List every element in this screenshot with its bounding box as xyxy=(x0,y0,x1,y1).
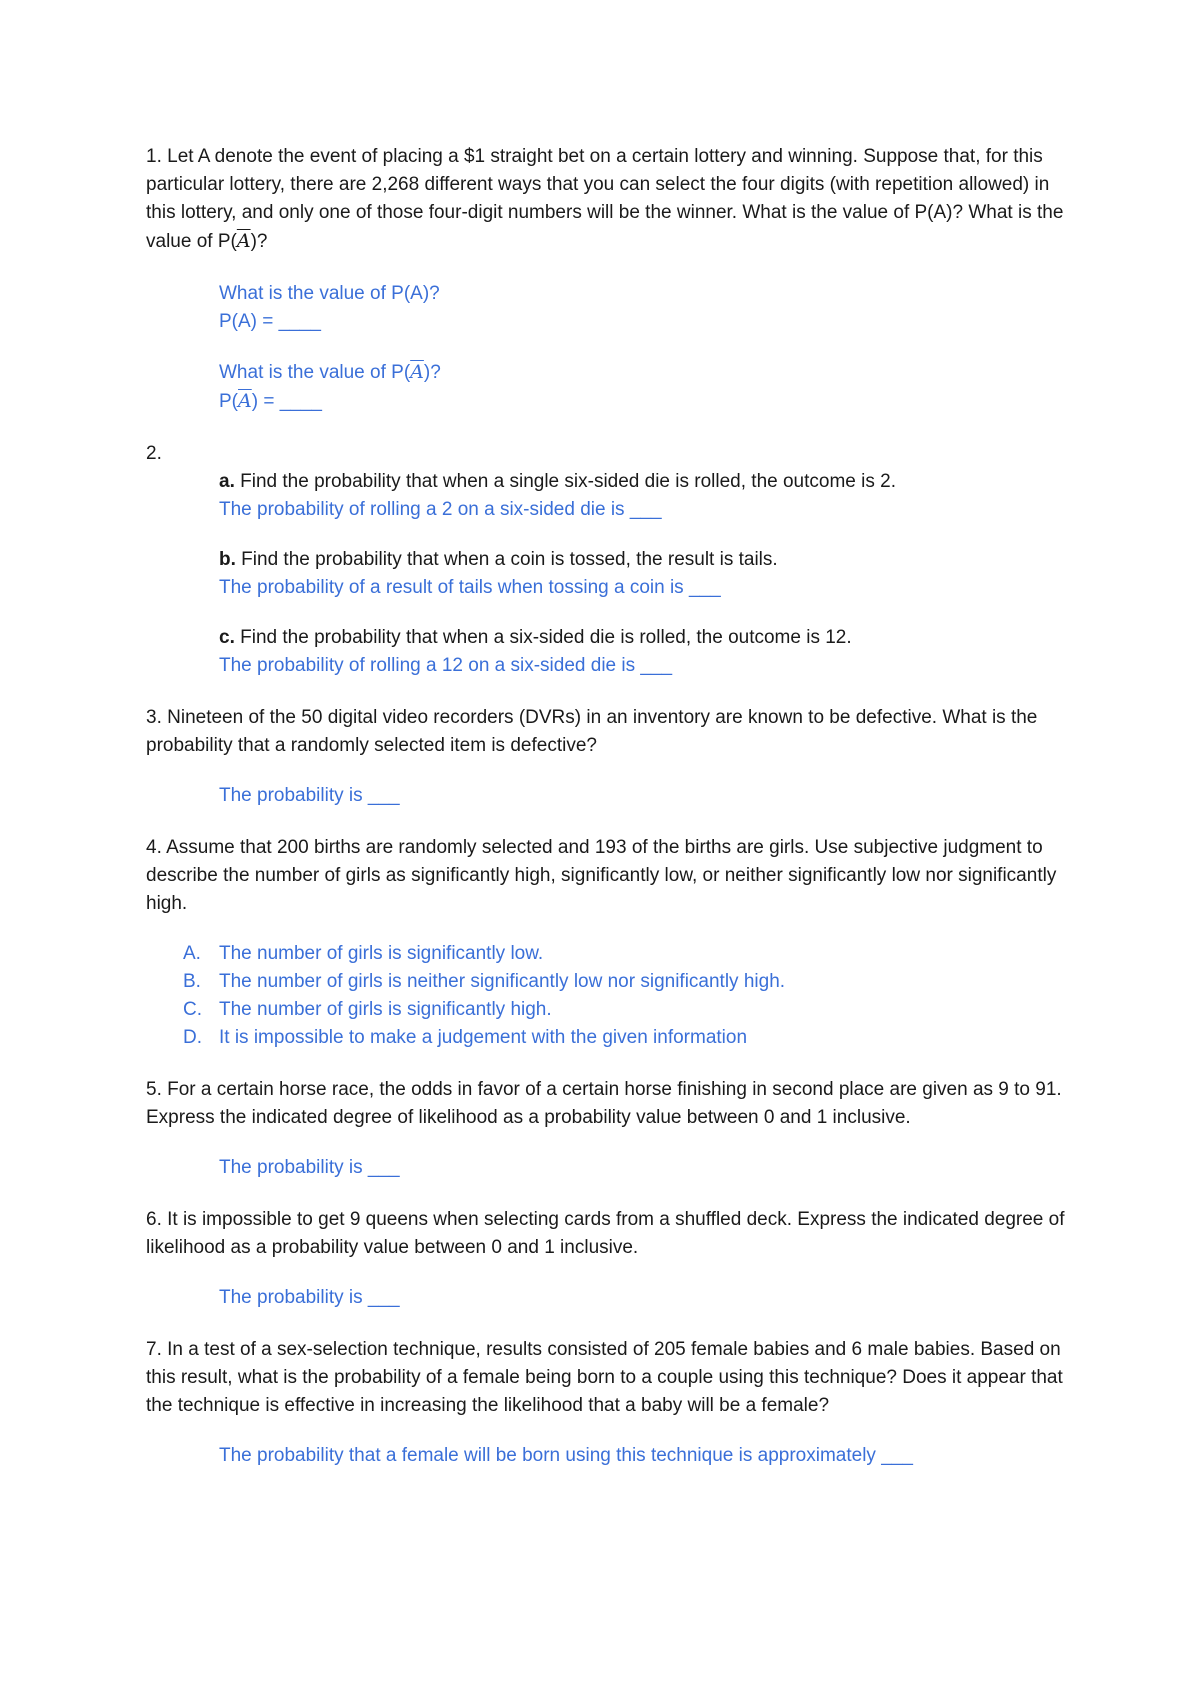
question-2a-answer[interactable]: The probability of rolling a 2 on a six-sided die is ___ xyxy=(219,499,662,520)
question-1-answer-a xyxy=(146,280,1066,336)
question-7 xyxy=(146,1336,1066,1470)
question-2c xyxy=(146,624,1066,680)
question-1-answer-a-complement xyxy=(146,358,1066,416)
question-2b-answer[interactable]: The probability of a result of tails when tossing a coin is ___ xyxy=(219,577,721,598)
question-3-answer[interactable]: The probability is ___ xyxy=(219,785,400,806)
question-1 xyxy=(146,143,1066,416)
question-3 xyxy=(146,704,1066,810)
question-2a-text: a. Find the probability that when a single six-sided die is rolled, the outcome is 2. xyxy=(219,471,896,492)
answer-prompt: What is the value of P(A)? xyxy=(219,283,440,304)
question-2c-text: c. Find the probability that when a six-sided die is rolled, the outcome is 12. xyxy=(219,627,852,648)
question-4-options xyxy=(146,940,1066,1052)
question-2b-text: b. Find the probability that when a coin is tossed, the result is tails. xyxy=(219,549,778,570)
question-6-text: 6. It is impossible to get 9 queens when selecting cards from a shuffled deck. Express the indicated degree of likelihood as a probability value between 0 and 1 inclusive. xyxy=(146,1209,1065,1258)
question-5 xyxy=(146,1076,1066,1182)
question-3-text: 3. Nineteen of the 50 digital video recorders (DVRs) in an inventory are known to be defective. What is the probability that a randomly selected item is defective? xyxy=(146,707,1038,756)
option-b[interactable]: B. The number of girls is neither significantly low nor significantly high. xyxy=(183,971,786,992)
question-2b xyxy=(146,546,1066,602)
question-5-text: 5. For a certain horse race, the odds in favor of a certain horse finishing in second place are given as 9 to 91. Express the indicated degree of likelihood as a probability value between 0 and 1 inclusive. xyxy=(146,1079,1062,1128)
question-2 xyxy=(146,440,1066,680)
answer-blank[interactable]: P(A) = ____ xyxy=(219,311,321,332)
answer-blank[interactable]: $P(\overline{A})$ = ____ xyxy=(219,390,322,412)
question-1-text: 1. Let A denote the event of placing a $1 straight bet on a certain lottery and winning. Suppose that, for this particular lottery, there are 2,268 different ways that you can select the four digits (with repetition allowed) in this lottery, and only one of those four-digit numbers will be the winner. What is the value of P(A)? What is the value of $P(\overline{A})$? xyxy=(146,146,1064,252)
a-complement-symbol: $\overline{A}$ xyxy=(236,230,251,252)
question-7-answer[interactable]: The probability that a female will be born using this technique is approximately ___ xyxy=(219,1445,913,1466)
option-a[interactable]: A. The number of girls is significantly low. xyxy=(183,943,544,964)
question-2c-answer[interactable]: The probability of rolling a 12 on a six-sided die is ___ xyxy=(219,655,673,676)
question-6-answer[interactable]: The probability is ___ xyxy=(219,1287,400,1308)
question-2-number: 2. xyxy=(146,443,162,464)
question-7-text: 7. In a test of a sex-selection technique, results consisted of 205 female babies and 6 male babies. Based on this result, what is the probability of a female being born to a couple using this technique? Does it appear that the technique is effective in increasing the likelihood that a baby will be a female? xyxy=(146,1339,1063,1416)
worksheet-content xyxy=(146,143,1066,1494)
question-4 xyxy=(146,834,1066,1052)
option-d[interactable]: D. It is impossible to make a judgement with the given information xyxy=(183,1027,748,1048)
question-5-answer[interactable]: The probability is ___ xyxy=(219,1157,400,1178)
question-2a xyxy=(146,468,1066,524)
question-6 xyxy=(146,1206,1066,1312)
question-4-text: 4. Assume that 200 births are randomly selected and 193 of the births are girls. Use subjective judgment to describe the number of girls as significantly high, significantly low, or neither significantly low nor significantly high. xyxy=(146,837,1057,914)
option-c[interactable]: C. The number of girls is significantly high. xyxy=(183,999,552,1020)
answer-prompt: What is the value of $P(\overline{A})$? xyxy=(219,361,441,383)
